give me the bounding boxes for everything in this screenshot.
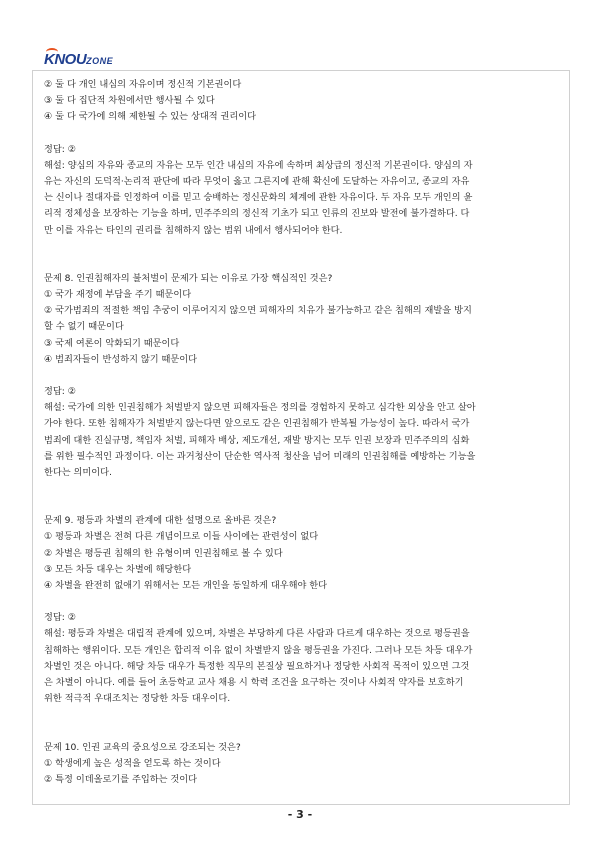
text-line: ④ 둘 다 국가에 의해 제한될 수 있는 상대적 권리이다	[44, 111, 257, 123]
text-line: ① 평등과 차별은 전혀 다른 개념이므로 이들 사이에는 관련성이 없다	[44, 531, 319, 543]
spacer	[44, 126, 556, 142]
text-line: 가야 한다. 또한 침해자가 처벌받지 않는다면 앞으로도 같은 인권침해가 반복될 가능성이 높다. 따라서 국가	[44, 418, 470, 430]
spacer	[44, 594, 556, 610]
spacer	[44, 481, 556, 513]
logo-suffix: ZONE	[86, 56, 114, 66]
text-line: 침해하는 행위이다. 모든 개인은 합리적 이유 없이 차별받지 않을 평등권을 가진다. 그러나 모든 차등 대우가	[44, 644, 473, 656]
knouzone-logo	[44, 52, 113, 69]
text-line: ④ 차별을 완전히 없애기 위해서는 모든 개인을 동일하게 대우해야 한다	[44, 580, 328, 592]
text-line: 정답: ②	[44, 386, 77, 398]
text-line: 문제 10. 인권 교육의 중요성으로 강조되는 것은?	[44, 741, 241, 753]
text-line: ② 국가범죄의 적절한 책임 추궁이 이루어지지 않으면 피해자의 치유가 불가능하고 같은 침해의 재발을 방지	[44, 305, 472, 317]
logo-swoosh-icon	[46, 48, 58, 56]
text-line: 해설: 양심의 자유와 종교의 자유는 모두 인간 내심의 자유에 속하며 최상급의 정신적 기본권이다. 양심의 자	[44, 159, 473, 171]
spacer	[44, 368, 556, 384]
text-line: ① 국가 재정에 부담을 주기 때문이다	[44, 289, 192, 301]
spacer	[44, 708, 556, 740]
spacer	[44, 239, 556, 271]
text-line: ③ 국제 여론이 악화되기 때문이다	[44, 337, 180, 349]
text-line: 는 신이나 절대자를 인정하여 이를 믿고 숭배하는 정신문화의 체계에 관한 자유이다. 두 자유 모두 개인의 윤	[44, 192, 473, 204]
text-line: 차별인 것은 아니다. 해당 차등 대우가 특정한 직무의 본질상 필요하거나 정당한 사회적 목적이 있으면 그것	[44, 660, 470, 672]
page-number: - 3 -	[287, 808, 313, 821]
text-line: 유는 자신의 도덕적·논리적 판단에 따라 무엇이 옳고 그른지에 관해 확신에 도달하는 자유이고, 종교의 자유	[44, 176, 470, 188]
text-line: ③ 둘 다 집단적 차원에서만 행사될 수 있다	[44, 95, 215, 107]
document-body	[44, 77, 556, 788]
logo-prefix: KNOU	[44, 51, 87, 68]
text-line: 해설: 평등과 차별은 대립적 관계에 있으며, 차별은 부당하게 다른 사람과 다르게 대우하는 것으로 평등권을	[44, 628, 470, 640]
text-line: 를 위한 필수적인 과정이다. 이는 과거청산이 단순한 역사적 청산을 넘어 미래의 인권침해를 예방하는 기능을	[44, 450, 476, 462]
text-line: 정답: ②	[44, 612, 77, 624]
text-line: 범죄에 대한 진실규명, 책임자 처벌, 피해자 배상, 제도개선, 재발 방지는 모두 인권 보장과 민주주의의 심화	[44, 434, 470, 446]
text-line: 한다는 의미이다.	[44, 467, 112, 479]
text-line: ② 둘 다 개인 내심의 자유이며 정신적 기본권이다	[44, 79, 242, 90]
text-line: 위한 적극적 우대조치는 정당한 차등 대우이다.	[44, 693, 231, 705]
text-line: 할 수 없기 때문이다	[44, 321, 124, 333]
text-line: 은 차별이 아니다. 예를 들어 초등학교 교사 채용 시 학력 조건을 요구하는 것이나 사회적 약자를 보호하기	[44, 677, 464, 689]
text-line: ② 특정 이데올로기를 주입하는 것이다	[44, 773, 198, 785]
text-line: 만 이를 자유는 타인의 권리를 침해하지 않는 범위 내에서 행사되어야 한다.	[44, 224, 343, 236]
text-line: 문제 9. 평등과 차별의 관계에 대한 설명으로 올바른 것은?	[44, 515, 277, 527]
text-line: 정답: ②	[44, 143, 77, 155]
text-line: 해설: 국가에 의한 인권침해가 처벌받지 않으면 피해자들은 정의를 경험하지 못하고 심각한 외상을 안고 살아	[44, 402, 476, 414]
text-line: 리적 정체성을 보장하는 기능을 하며, 민주주의의 정신적 기초가 되고 인류의 진보와 발전에 불가결하다. 다	[44, 208, 470, 220]
text-line: 문제 8. 인권침해자의 불처벌이 문제가 되는 이유로 가장 핵심적인 것은?	[44, 272, 333, 284]
text-line: ① 학생에게 높은 성적을 얻도록 하는 것이다	[44, 757, 221, 769]
text-line: ② 차별은 평등권 침해의 한 유형이며 인권침해로 볼 수 있다	[44, 547, 283, 559]
text-line: ④ 범죄자들이 반성하지 않기 때문이다	[44, 353, 198, 365]
text-line: ③ 모든 차등 대우는 차별에 해당한다	[44, 563, 192, 575]
